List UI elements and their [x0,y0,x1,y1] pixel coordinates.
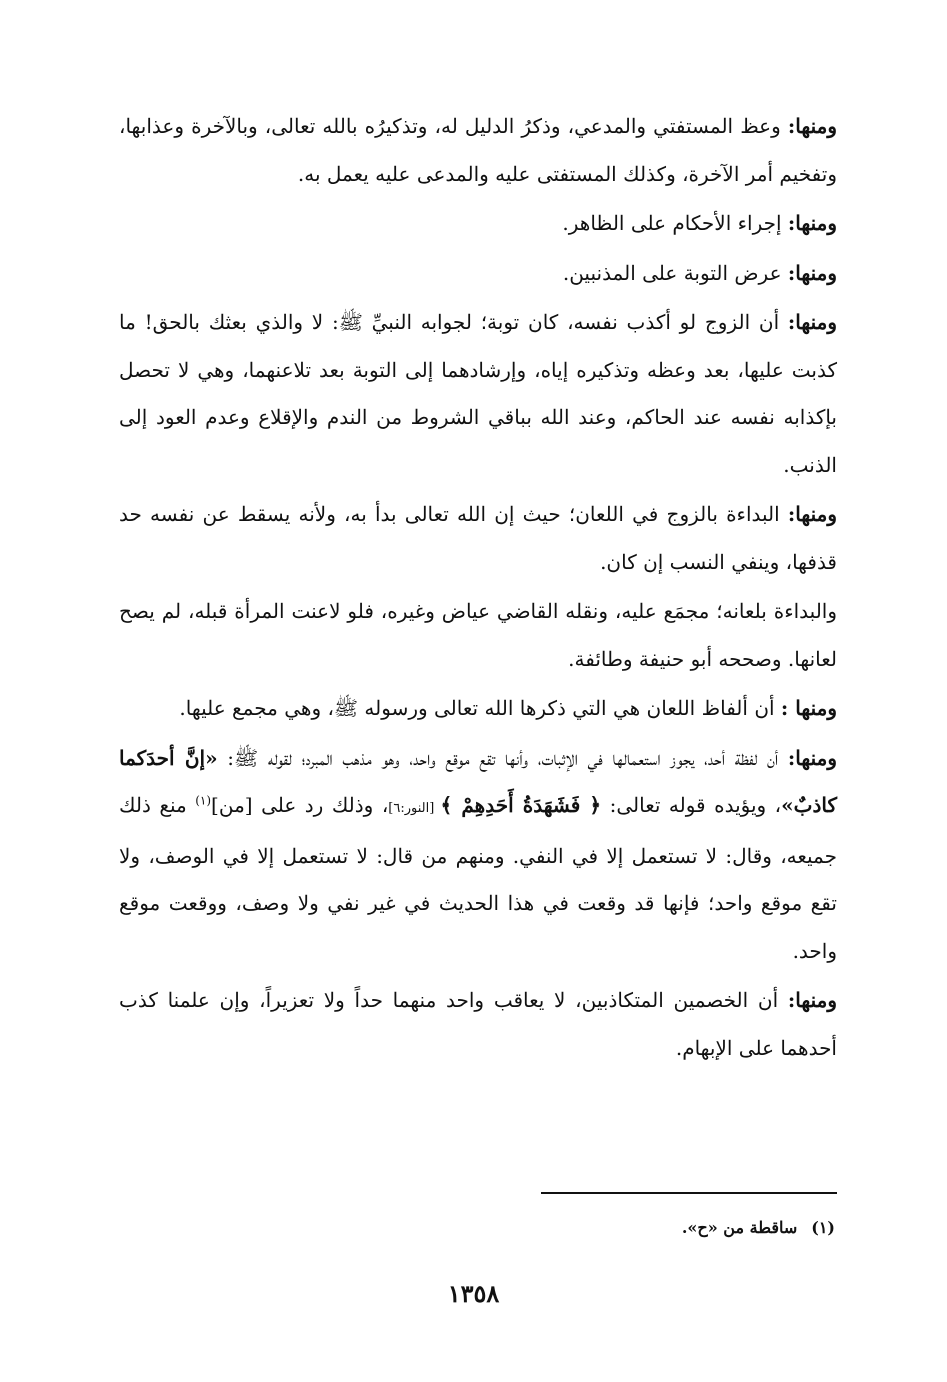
footnote-marker: (١) [195,793,212,808]
paragraph-lead: ومنها: [787,310,837,334]
paragraph-text: ، وذلك رد على [من] [211,793,389,817]
paragraph-admonition [119,103,837,198]
paragraph-lead: ومنها: [787,745,837,770]
paragraph-text: والبداءة بلعانه؛ مجمَع عليه، ونقله القاضي عياض وغيره، فلو لاعنت المرأة قبله، لم يصح لعانها. وصححه أبو حنيفة وطائفة. [119,599,837,671]
paragraph-text: عرض التوبة على المذنبين. [562,260,788,285]
paragraph-lead: ومنها: [787,502,837,526]
main-text [119,103,837,1074]
paragraph-apparent-rulings [119,200,837,248]
paragraph-repentance-offer [119,250,837,298]
paragraph-no-punishment [119,977,837,1072]
paragraph-husband-retraction [119,299,837,489]
footnote [682,1214,835,1242]
paragraph-lian-wording [119,685,837,733]
paragraph-begin-with-husband [119,491,837,586]
paragraph-text: أن الخصمين المتكاذبين، لا يعاقب واحد منهما حداً ولا تعزيراً، وإن علمنا كذب أحدهما على الإبهام. [119,988,837,1060]
paragraph-lead: ومنها: [787,988,837,1012]
verse-reference: [النور:٦] [388,801,441,816]
paragraph-text: أن الزوج لو أكذب نفسه، كان توبة؛ لجوابه النبيِّ ﷺ: لا والذي بعثك بالحق! ما كذبت عليها، بعد وعظه وتذكيره إياه، وإرشادهما إلى التوبة بعد تلاعنهما، وهي لا تحصل بإكذابه نفسه عند الحاكم، وعند الله بباقي الشروط من الندم والإقلاع وعدم العود إلى الذنب. [119,310,838,477]
paragraph-consensus [119,588,837,683]
paragraph-word-ahad [119,735,837,976]
paragraph-text: وعظ المستفتي والمدعي، وذكرُ الدليل له، وتذكيرُه بالله تعالى، وبالآخرة وعذابها، وتفخيم أمر الآخرة، وكذلك المستفتى عليه والمدعى عليه يعمل به. [119,114,837,186]
paragraph-text: إجراء الأحكام على الظاهر. [562,211,788,235]
paragraph-lead: ومنها: [787,260,837,285]
footnote-text: ساقطة من «ح». [681,1218,798,1237]
paragraph-lead: ومنها : [780,696,837,720]
paragraph-text: أن لفظة أحد، يجوز استعمالها في الإثبات، وأنها تقع موقع واحد، وهو مذهب المبرد؛ لقوله ﷺ: [217,745,788,770]
footnote-divider [541,1192,837,1194]
quran-verse: ﴿ فَشَهَدَةُ أَحَدِهِمْ ﴾ [440,793,602,817]
paragraph-text: البداءة بالزوج في اللعان؛ حيث إن الله تعالى بدأ به، ولأنه يسقط عن نفسه حد قذفها، وينفي النسب إن كان. [119,502,837,574]
hadith-quote: «إنَّ أحدَكما كاذبٌ» [119,745,837,817]
paragraph-text: منع ذلك جميعه، وقال: لا تستعمل إلا في النفي. ومنهم من قال: لا تستعمل إلا في الوصف، ولا تقع موقع واحد؛ فإنها قد وقعت في هذا الحديث في غير نفي ولا وصف، ووقعت موقع واحد. [119,793,837,963]
footnote-number: (١) [811,1218,835,1237]
paragraph-text: أن ألفاظ اللعان هي التي ذكرها الله تعالى ورسوله ﷺ، وهي مجمع عليها. [179,696,781,720]
paragraph-lead: ومنها: [787,211,837,235]
page-number: ١٣٥٨ [447,1279,500,1308]
paragraph-text: ، ويؤيده قوله تعالى: [601,793,782,817]
paragraph-lead: ومنها: [787,114,837,138]
